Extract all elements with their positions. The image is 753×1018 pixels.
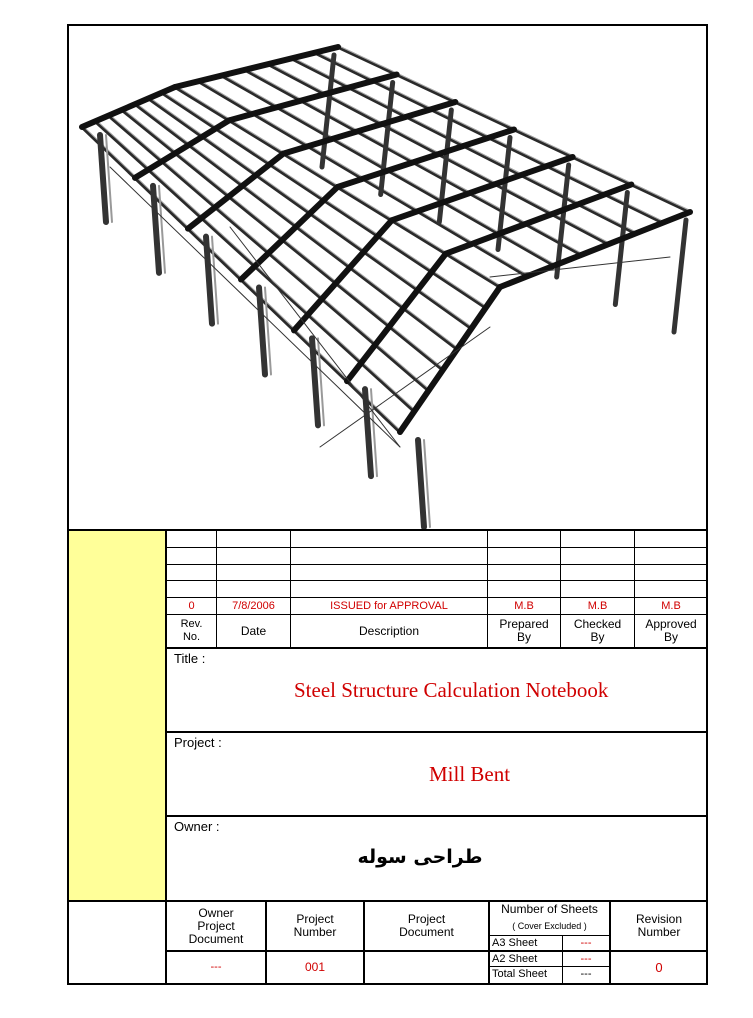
- rev-number-header: Rev. No.: [180, 618, 203, 643]
- cover-excluded-note: ( Cover Excluded ): [512, 920, 587, 931]
- document-title: Steel Structure Calculation Notebook: [294, 678, 609, 702]
- a3-sheet-label: A3 Sheet: [492, 936, 538, 949]
- owner-name: طراحی سوله: [357, 846, 483, 868]
- steel-structure-illustration: [70, 27, 706, 529]
- rev-prepared-value: M.B: [514, 599, 534, 612]
- project-label: Project :: [174, 735, 222, 750]
- a3-sheet-value: ---: [580, 936, 592, 949]
- owner-project-document-header: Owner Project Document: [188, 905, 244, 946]
- number-of-sheets-header: Number of Sheets: [501, 902, 598, 916]
- owner-project-document-value: ---: [210, 961, 222, 973]
- title-block-sidebar: [69, 531, 166, 902]
- project-name: Mill Bent: [429, 762, 511, 786]
- project-document-header: Project Document: [399, 912, 454, 939]
- rev-checked-header: Checked By: [573, 617, 622, 644]
- a2-sheet-value: ---: [580, 952, 592, 965]
- title-label: Title :: [174, 651, 206, 666]
- rev-number-value: 0: [188, 599, 195, 612]
- project-number-header: Project Number: [293, 912, 337, 939]
- rev-description-header: Description: [358, 623, 420, 638]
- total-sheet-label: Total Sheet: [492, 968, 548, 980]
- rev-date-header: Date: [240, 623, 267, 638]
- a2-sheet-label: A2 Sheet: [492, 952, 538, 965]
- project-number-value: 001: [304, 960, 326, 974]
- rev-approved-header: Approved By: [645, 617, 697, 644]
- total-sheet-value: ---: [580, 968, 592, 980]
- revision-number-header: Revision Number: [635, 912, 683, 939]
- rev-approved-value: M.B: [661, 599, 681, 612]
- rev-date-value: 7/8/2006: [232, 599, 275, 612]
- rev-description-value: ISSUED for APPROVAL: [330, 599, 448, 612]
- rev-checked-value: M.B: [587, 599, 608, 612]
- revision-number-value: 0: [655, 960, 663, 975]
- owner-label: Owner :: [174, 819, 220, 834]
- rev-prepared-header: Prepared By: [499, 617, 549, 644]
